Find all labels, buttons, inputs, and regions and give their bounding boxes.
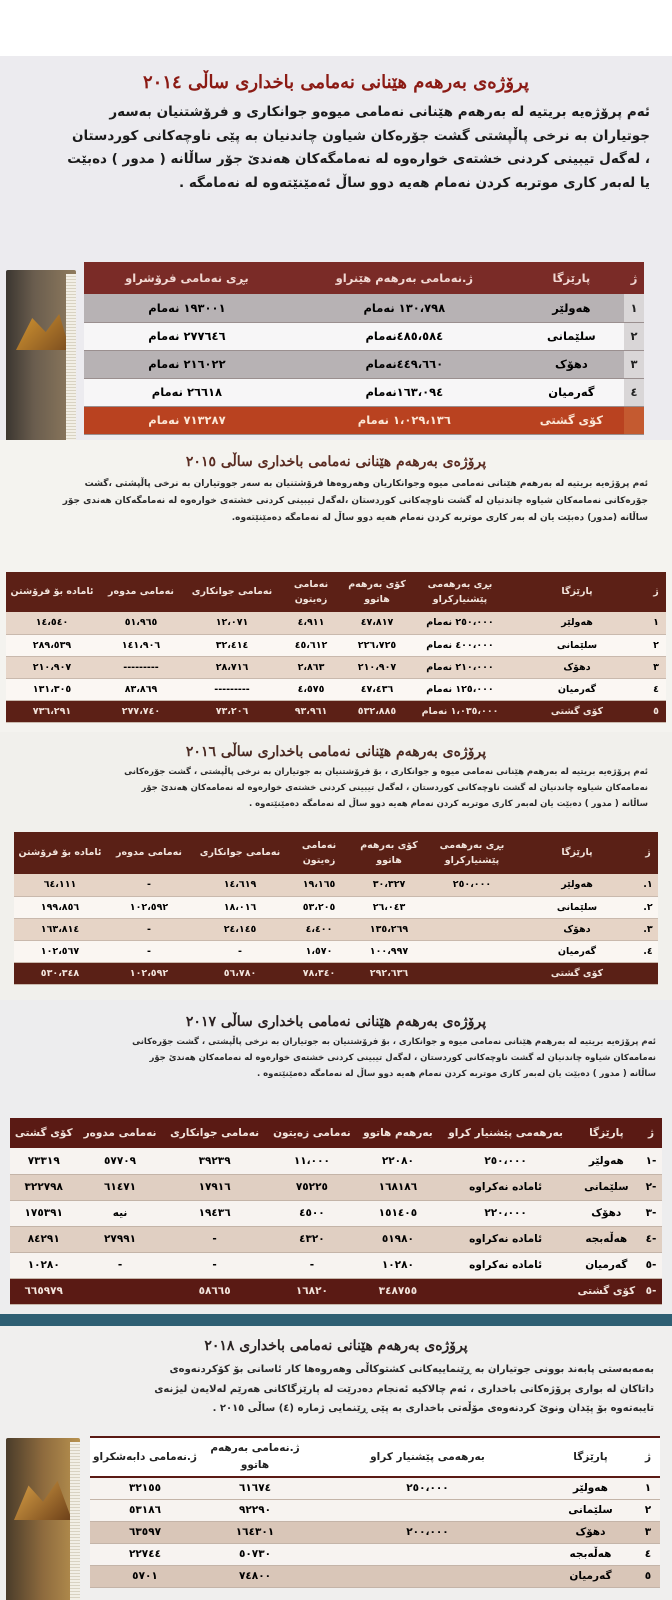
table-cell: ١٩،١٦٥	[288, 874, 350, 896]
section-title: پرۆژەی بەرهەم هێنانی نەمامی باخداری ساڵی ٢٠١٥	[185, 454, 487, 470]
table-cell: ١٢،٠٧١	[184, 612, 280, 634]
table-cell: ٤٥٠٠	[267, 1200, 358, 1226]
table-row	[90, 1521, 660, 1543]
header-cell: ئامادە بۆ فرۆشتن	[14, 832, 106, 874]
table-cell: ١٣٥،٢٦٩	[350, 918, 428, 940]
header-cell: ژ	[624, 262, 644, 294]
table-cell: ٢٩٢،٦٣٦	[350, 962, 428, 984]
description-line: نەمامەکان شیاوە چاندنیان لە گشت ناوچەکانی کوردستان ، لەگەل تیبینی کردنی خشتەی خوارەوە لە نەمامەکان هەندێ جۆر	[149, 1053, 656, 1064]
description-line: ئەم پرۆژەیە بریتیە لە بەرهەم هێنانی نەمامی میوە و جوانکاری ، بۆ فرۆشتنیان بە جوتیاران بە نرخی پاڵپشتی ، گشت جۆرەکانی	[124, 767, 648, 777]
header-cell: پارێزگا	[545, 1437, 636, 1477]
description-line: ساڵانە ( مدور ) دەبێت یان لەبەر کاری موتربە کردن نەمام هەیە دوو ساڵ لە نەمامگە دەمێنێتەوە .	[256, 1069, 656, 1080]
header-cell: پارێزگا	[519, 262, 624, 294]
table-cell: ٥	[636, 1565, 660, 1587]
table-cell: ١٤،٥٤٠	[6, 612, 98, 634]
table-cell: ٩٢٢٩٠	[200, 1499, 310, 1521]
section-title: پرۆژەی بەرهەم هێنانی نەمامی باخداری ساڵی ٢٠١٦	[185, 744, 487, 760]
table-header-row	[10, 1118, 662, 1148]
table-cell: ٧٣،٢٠٦	[184, 700, 280, 722]
table-cell: -٢	[640, 1174, 662, 1200]
table-cell: ٩٣،٩٦١	[280, 700, 342, 722]
table-cell: ٤٠٠،٠٠٠ نەمام	[412, 634, 508, 656]
table-row	[6, 678, 666, 700]
description-line: ئەم پرۆژەیە بریتیە لە بەرهەم هێنانی نەمامی میوە وجوانکاریان وهەروەها فرۆشتنیان بە سەر جووتیاران بە نرخی پاڵپشتی ،گشت	[84, 479, 648, 489]
table-row	[84, 322, 644, 350]
data-table	[10, 1118, 662, 1305]
table-header-row	[14, 832, 658, 874]
table-cell: ١	[636, 1477, 660, 1499]
table-cell: ١٩٩،٨٥٦	[14, 896, 106, 918]
table-cell: ١٩٣٠٠١ نەمام	[84, 294, 290, 322]
table-cell: ٤٥،٦١٢	[280, 634, 342, 656]
table-cell	[439, 1278, 573, 1304]
table-cell: کۆی گشتی	[573, 1278, 640, 1304]
table-cell: ١٤،٦١٩	[192, 874, 288, 896]
row-number: ٢	[624, 322, 644, 350]
table-cell: ١،٠٢٩،١٣٦ نەمام	[290, 406, 519, 434]
table-cell	[428, 962, 516, 984]
table-cell: ٣	[636, 1521, 660, 1543]
table-cell: -	[106, 874, 192, 896]
table-cell: ١٠٢،٥٩٢	[106, 962, 192, 984]
table-cell: -١	[640, 1148, 662, 1174]
table-cell: ٢٦،٠٤٣	[350, 896, 428, 918]
header-cell: نەمامی زەیتون	[288, 832, 350, 874]
table-cell: ١،٠٣٥،٠٠٠ نەمام	[412, 700, 508, 722]
table-cell: ١٥١٤٠٥	[357, 1200, 438, 1226]
table-cell	[428, 896, 516, 918]
row-number	[624, 406, 644, 434]
table-cell: گەرمیان	[573, 1252, 640, 1278]
table-cell: ١٠٠،٩٩٧	[350, 940, 428, 962]
table-cell: ٢٥٠،٠٠٠	[428, 874, 516, 896]
table-cell: هەولێر	[508, 612, 646, 634]
table-total-row	[14, 962, 658, 984]
header-cell: بەرهەمی پێشنیار کراو	[310, 1437, 545, 1477]
table-cell: ٥٣٠،٣٤٨	[14, 962, 106, 984]
table-cell: ١	[646, 612, 666, 634]
row-number: ٣	[624, 350, 644, 378]
table-cell: -	[267, 1252, 358, 1278]
table-cell: سلێمانی	[516, 896, 638, 918]
table-cell: ٢٦٦١٨ نەمام	[84, 378, 290, 406]
table-cell: ١،٥٧٠	[288, 940, 350, 962]
table-total-row	[84, 406, 644, 434]
table-cell: ٢٧٧،٧٤٠	[98, 700, 184, 722]
table-cell: ٢١٠،٠٠٠ نەمام	[412, 656, 508, 678]
description-line: یا لەبەر کاری موتربە کردن نەمام هەیە دوو ساڵ ئەمێنێتەوە لە نەمامگە .	[179, 174, 650, 191]
table-row	[90, 1565, 660, 1587]
table-cell: -	[77, 1252, 162, 1278]
header-cell: نەمامی مدوەر	[106, 832, 192, 874]
table-cell: گەرمیان	[516, 940, 638, 962]
table-cell	[310, 1499, 545, 1521]
header-cell: بەرهەمی پێشنیار کراو	[439, 1118, 573, 1148]
table-cell: ٧٨،٣٤٠	[288, 962, 350, 984]
table-cell: گەرمیان	[519, 378, 624, 406]
table-cell: ١٦٤٣٠١	[200, 1521, 310, 1543]
header-cell: کۆی بەرهەم هاتوو	[350, 832, 428, 874]
table-cell: هەولێر	[516, 874, 638, 896]
table-cell: ٥٠٧٣٠	[200, 1543, 310, 1565]
section-2015	[0, 440, 672, 732]
table-cell: ---------	[98, 656, 184, 678]
table-cell: -٥	[640, 1278, 662, 1304]
table-cell: ٦١٤٧١	[77, 1174, 162, 1200]
row-number: ١	[624, 294, 644, 322]
table-cell	[310, 1565, 545, 1587]
header-cell: کۆی بەرهەم هاتوو	[342, 572, 412, 612]
table-cell: ٥٧٠١	[90, 1565, 200, 1587]
table-cell: ٣٠،٣٢٧	[350, 874, 428, 896]
table-cell: ١٤١،٩٠٦	[98, 634, 184, 656]
header-cell: بەرهەم هاتوو	[357, 1118, 438, 1148]
table-cell: ١٦٨١٨٦	[357, 1174, 438, 1200]
header-cell: ژ.نەمامی دابەشکراو	[90, 1437, 200, 1477]
table-row	[14, 940, 658, 962]
data-table	[84, 262, 644, 435]
table-cell: ٤٧،٤٣٦	[342, 678, 412, 700]
table-cell: ٧٥٢٢٥	[267, 1174, 358, 1200]
table-cell: ٢.	[638, 896, 658, 918]
row-number: ٤	[624, 378, 644, 406]
description-line: جۆرەکانی نەمامەکان شیاوە چاندنیان لە گشت ناوچەکانی کوردستان ،لەگەل تیبینی کردنی خشتەی خوارەوە لە نەمامگەکان هەندی جۆر	[62, 496, 648, 507]
table-cell: ٢١٠،٩٠٧	[342, 656, 412, 678]
page-edge-band	[0, 1314, 672, 1326]
section-title: پرۆژەی بەرهەم هێنانی نەمامی باخداری ساڵی ٢٠١٧	[185, 1014, 487, 1030]
header-cell: پارێزگا	[516, 832, 638, 874]
table-cell: ١٣١،٣٠٥	[6, 678, 98, 700]
table-cell: ٥٣٢،٨٨٥	[342, 700, 412, 722]
table-cell: ٣.	[638, 918, 658, 940]
table-cell: کۆی گشتی	[508, 700, 646, 722]
table-cell: ٨٣،٨٦٩	[98, 678, 184, 700]
table-cell: ٤٧،٨١٧	[342, 612, 412, 634]
table-cell: ١٦٣،٠٩٤نەمام	[290, 378, 519, 406]
description-line: ئەم پرۆژەیە بریتیە لە بەرهەم هێنانی نەمامی میوە و جوانکاری ، بۆ فرۆشتنیان بە جوتیاران بە نرخی پاڵپشتی ، گشت جۆرەکانی	[132, 1037, 656, 1047]
table-cell: ٤.	[638, 940, 658, 962]
data-table	[6, 572, 666, 723]
header-cell: نەمامی زەیتون	[280, 572, 342, 612]
table-cell: ٦٣٥٩٧	[90, 1521, 200, 1543]
table-row	[10, 1226, 662, 1252]
table-cell: هەڵەبجە	[545, 1543, 636, 1565]
section-description	[0, 764, 672, 812]
table-cell: هەولێر	[573, 1148, 640, 1174]
table-cell: ٤٣٢٠	[267, 1226, 358, 1252]
table-cell: دهۆک	[519, 350, 624, 378]
table-cell: -٥	[640, 1252, 662, 1278]
table-cell: ٤،٥٧٥	[280, 678, 342, 700]
table-cell: ١٩٤٣٦	[163, 1200, 267, 1226]
header-cell: ئامادە بۆ فرۆشتن	[6, 572, 98, 612]
table-cell: ئامادە نەکراوە	[439, 1252, 573, 1278]
table-header-row	[90, 1437, 660, 1477]
header-cell: بڕی بەرهەمی پێشنیارکراو	[428, 832, 516, 874]
table-cell: نیە	[77, 1200, 162, 1226]
table-cell: ٢	[646, 634, 666, 656]
table-cell: ٢١٦٠٢٢ نەمام	[84, 350, 290, 378]
table-row	[10, 1200, 662, 1226]
table-cell: ١٠٢٨٠	[357, 1252, 438, 1278]
table-total-row	[10, 1278, 662, 1304]
table-cell: ٢٢٠٨٠	[357, 1148, 438, 1174]
table-row	[14, 896, 658, 918]
table-row	[10, 1148, 662, 1174]
table-cell: ١٠٢،٥٦٧	[14, 940, 106, 962]
table-cell: ٤،٩١١	[280, 612, 342, 634]
table-total-row	[6, 700, 666, 722]
table-cell: ٢٥٠،٠٠٠	[310, 1477, 545, 1499]
table-row	[14, 918, 658, 940]
table-cell: ٢٢٦،٧٢٥	[342, 634, 412, 656]
table-row	[90, 1477, 660, 1499]
book-cover-image	[6, 1438, 80, 1600]
table-cell: دهۆک	[573, 1200, 640, 1226]
table-cell: دهۆک	[508, 656, 646, 678]
section-description	[0, 101, 672, 196]
table-cell: ٣	[646, 656, 666, 678]
table-cell	[638, 962, 658, 984]
table-cell: ١٧٥٣٩١	[10, 1200, 77, 1226]
table-header-row	[84, 262, 644, 294]
table-cell: ١٨،٠١٦	[192, 896, 288, 918]
table-row	[84, 294, 644, 322]
header-cell: نەمامی مدوەر	[77, 1118, 162, 1148]
table-cell: ئامادە نەکراوە	[439, 1174, 573, 1200]
description-line: ساڵانە (مدور) دەبێت یان لە بەر کاری موتربە کردن نەمام هەیە دوو ساڵ لە نەمامگە دەمێنێتەوە.	[231, 513, 648, 524]
table-cell: سلێمانی	[519, 322, 624, 350]
table-cell: ---------	[184, 678, 280, 700]
header-cell: ژ.نەمامی بەرهەم هاتوو	[200, 1437, 310, 1477]
table-cell: ٢٧٧٦٤٦ نەمام	[84, 322, 290, 350]
header-cell: نەمامی زەیتون	[267, 1118, 358, 1148]
table-cell	[428, 918, 516, 940]
table-cell: ١٠٢٨٠	[10, 1252, 77, 1278]
table-cell: گەرمیان	[508, 678, 646, 700]
table-cell: گەرمیان	[545, 1565, 636, 1587]
table-cell: ٤٨٥،٥٨٤نەمام	[290, 322, 519, 350]
table-cell: ٢٨،٧١٦	[184, 656, 280, 678]
table-cell: -	[106, 940, 192, 962]
table-cell: ٤٤٩،٦٦٠نەمام	[290, 350, 519, 378]
table-cell: ٥٣١٨٦	[90, 1499, 200, 1521]
data-table	[90, 1436, 660, 1588]
table-cell: -	[192, 940, 288, 962]
table-cell: ٧١٣٢٨٧ نەمام	[84, 406, 290, 434]
table-cell: -٣	[640, 1200, 662, 1226]
table-row	[90, 1543, 660, 1565]
table-cell: ١٢٥،٠٠٠ نەمام	[412, 678, 508, 700]
table-cell: ٢٧٩٩١	[77, 1226, 162, 1252]
table-cell: دهۆک	[516, 918, 638, 940]
table-row	[90, 1499, 660, 1521]
header-cell: بڕی بەرهەمی پێشنیارکراو	[412, 572, 508, 612]
table-cell	[310, 1543, 545, 1565]
section-description	[0, 476, 672, 527]
table-cell: ٢٢٧٤٤	[90, 1543, 200, 1565]
section-2017	[0, 1000, 672, 1326]
table-cell: ١٦٣،٨١٤	[14, 918, 106, 940]
table-cell: کۆی گشتی	[519, 406, 624, 434]
table-cell: ٢٢٠،٠٠٠	[439, 1200, 573, 1226]
description-line: تایبەتەوە بۆ پێدان ونوێ کردنەوەی مۆڵەتی باخداری بە پێی ڕێنمایی ژمارە (٤) ساڵی ٢٠١٥ .	[212, 1403, 654, 1414]
header-cell: نەمامی جوانکاری	[192, 832, 288, 874]
table-cell: هەولێر	[519, 294, 624, 322]
table-cell: ٦٦٥٩٧٩	[10, 1278, 77, 1304]
section-description	[0, 1034, 672, 1082]
section-title: پرۆژەی بەرهەم هێنانی نەمامی باخداری ساڵی ٢٠١٤	[143, 72, 529, 93]
data-table	[14, 832, 658, 985]
section-2016	[0, 732, 672, 1000]
table-cell: ٧٣٣١٩	[10, 1148, 77, 1174]
header-cell: پارێزگا	[508, 572, 646, 612]
table-cell: ٣٢١٥٥	[90, 1477, 200, 1499]
table-cell: ٣٢،٤١٤	[184, 634, 280, 656]
table-cell: ٥٣،٢٠٥	[288, 896, 350, 918]
header-cell: نەمامی جوانکاری	[184, 572, 280, 612]
table-row	[6, 656, 666, 678]
book-cover-image	[6, 270, 76, 440]
table-row	[10, 1252, 662, 1278]
table-cell: ٥٨٦٦٥	[163, 1278, 267, 1304]
table-cell: کۆی گشتی	[516, 962, 638, 984]
header-cell: نەمامی مدوەر	[98, 572, 184, 612]
table-cell: ٢١٠،٩٠٧	[6, 656, 98, 678]
table-cell: ٢٠٠،٠٠٠	[310, 1521, 545, 1543]
description-line: داتاکان لە بواری پرۆژەکانی باخداری ، ئەم چالاکیە ئەنجام دەدرێت لە پارێزگاکانی هەرێم لەلایەن لیژنەی	[154, 1383, 654, 1395]
table-cell: -٤	[640, 1226, 662, 1252]
table-cell: ٢	[636, 1499, 660, 1521]
table-row	[84, 350, 644, 378]
table-cell: ١٣٠،٧٩٨ نەمام	[290, 294, 519, 322]
header-cell: ژ	[640, 1118, 662, 1148]
description-line: جوتیاران بە نرخی پاڵپشتی گشت جۆرەکان شیاون چاندنیان بە پێی ناوچەکانی کوردستان	[71, 127, 650, 144]
table-row	[6, 634, 666, 656]
table-cell: ئامادە نەکراوە	[439, 1226, 573, 1252]
table-cell: ٢٨٩،٥٣٩	[6, 634, 98, 656]
table-cell: ٢٤،١٤٥	[192, 918, 288, 940]
table-cell: ٥٧٧٠٩	[77, 1148, 162, 1174]
table-cell: -	[106, 918, 192, 940]
table-cell: ٤،٤٠٠	[288, 918, 350, 940]
table-cell: ٤	[636, 1543, 660, 1565]
table-cell: ١٠٢،٥٩٢	[106, 896, 192, 918]
table-cell: -	[163, 1252, 267, 1278]
table-cell: ١٧٩١٦	[163, 1174, 267, 1200]
description-line: ساڵانە ( مدور ) دەبێت یان لەبەر کاری موتربە کردن نەمام هەیە دوو ساڵ لە نەمامگە دەمێنێتەوە .	[248, 799, 648, 810]
description-line: بەمەبەستی پابەند بوونی جوتیاران بە ڕێنماییەکانی کشتوکاڵی وهەروەها کار ئاسانی بۆ کۆکردنەوەی	[169, 1364, 654, 1375]
table-cell: ١١،٠٠٠	[267, 1148, 358, 1174]
table-cell: سلێمانی	[545, 1499, 636, 1521]
table-cell: ٣٩٢٣٩	[163, 1148, 267, 1174]
table-row	[10, 1174, 662, 1200]
description-line: ، لەگەل تیبینی کردنی خشتەی خوارەوە لە نەمامگەکان هەندێ جۆر ساڵانە ( مدور ) دەبێت	[67, 151, 650, 168]
section-2014	[0, 56, 672, 440]
table-cell: سلێمانی	[508, 634, 646, 656]
table-cell: ٥١،٩٦٥	[98, 612, 184, 634]
section-title: پرۆژەی بەرهەم هێنانی نەمامی باخداری ٢٠١٨	[204, 1338, 468, 1354]
table-cell: ٢٥٠،٠٠٠	[439, 1148, 573, 1174]
header-cell: کۆی گشتی	[10, 1118, 77, 1148]
table-header-row	[6, 572, 666, 612]
table-cell: ٥	[646, 700, 666, 722]
table-cell: ٥٦،٧٨٠	[192, 962, 288, 984]
table-cell: ٤	[646, 678, 666, 700]
header-cell: پارێزگا	[573, 1118, 640, 1148]
header-cell: ژ	[646, 572, 666, 612]
table-cell: ٦١٦٧٤	[200, 1477, 310, 1499]
table-cell: -	[163, 1226, 267, 1252]
table-cell	[77, 1278, 162, 1304]
header-cell: ژ.نەمامی بەرهەم هێنراو	[290, 262, 519, 294]
table-cell: ٦٤،١١١	[14, 874, 106, 896]
table-row	[6, 612, 666, 634]
table-cell: هەولێر	[545, 1477, 636, 1499]
table-cell: ٥١٩٨٠	[357, 1226, 438, 1252]
table-cell: ٧٤٨٠٠	[200, 1565, 310, 1587]
table-cell: ١.	[638, 874, 658, 896]
header-cell: بڕی نەمامی فرۆشراو	[84, 262, 290, 294]
header-cell: ژ	[636, 1437, 660, 1477]
table-cell: ١٦٨٢٠	[267, 1278, 358, 1304]
table-cell: ٣٤٨٧٥٥	[357, 1278, 438, 1304]
table-cell: ٣٢٢٧٩٨	[10, 1174, 77, 1200]
description-line: نەمامەکان شیاوە چاندنیان لە گشت ناوچەکانی کوردستان ، لەگەل تیبینی کردنی خشتەی خوارەوە لە نەمامەکان هەندێ جۆر	[141, 783, 648, 794]
table-cell: ٢،٨٦٣	[280, 656, 342, 678]
section-description	[0, 1360, 672, 1419]
table-cell: ٨٤٢٩١	[10, 1226, 77, 1252]
table-cell: هەڵەبجە	[573, 1226, 640, 1252]
table-cell	[428, 940, 516, 962]
header-cell: ژ	[638, 832, 658, 874]
header-cell: نەمامی جوانکاری	[163, 1118, 267, 1148]
table-cell: ٢٥٠،٠٠٠ نەمام	[412, 612, 508, 634]
table-row	[84, 378, 644, 406]
table-cell: سلێمانی	[573, 1174, 640, 1200]
description-line: ئەم پرۆژەیە بریتیە لە بەرهەم هێنانی نەمامی میوەو جوانکاری و فرۆشتنیان بەسەر	[109, 104, 650, 120]
table-cell: ٧٣٦،٢٩١	[6, 700, 98, 722]
table-row	[14, 874, 658, 896]
section-2018	[0, 1326, 672, 1600]
table-cell: دهۆک	[545, 1521, 636, 1543]
